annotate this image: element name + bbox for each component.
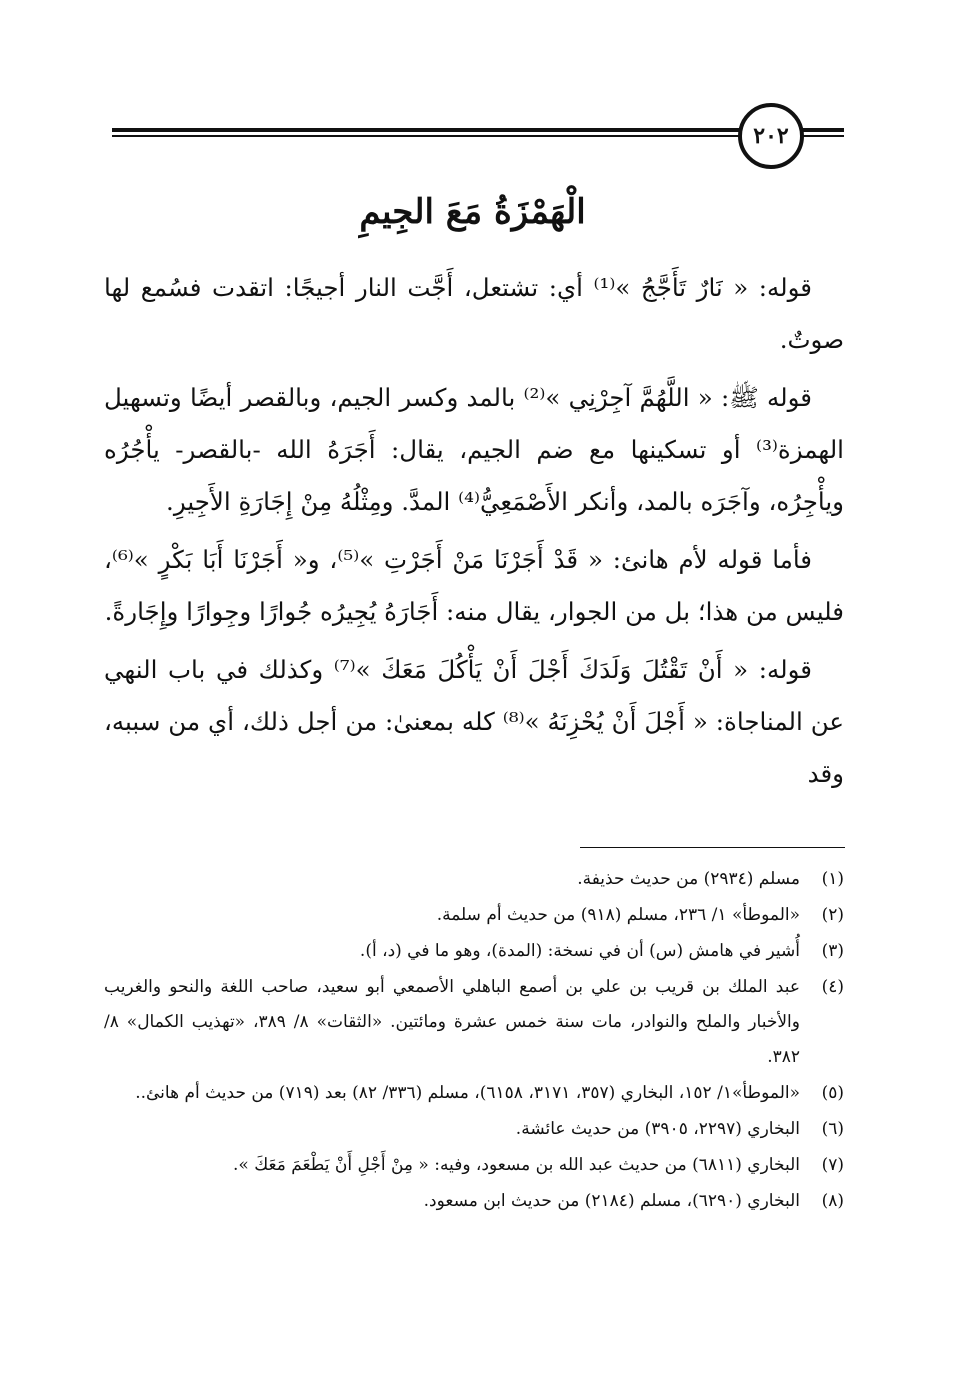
footnote-number: (٤) xyxy=(821,977,844,997)
footnote xyxy=(104,1112,844,1147)
footnote-text: «الموطأ» ١/ ٢٣٦، مسلم (٩١٨) من حديث أم سلمة. xyxy=(436,905,800,925)
footnote xyxy=(104,970,844,1075)
main-text xyxy=(104,262,844,806)
footnotes-list xyxy=(104,862,844,1220)
footnote xyxy=(104,1148,844,1183)
footnote-text: مسلم (٢٩٣٤) من حديث حذيفة. xyxy=(577,869,800,889)
footnote-number: (٧) xyxy=(821,1155,844,1175)
paragraph: قوله: « نَارٌ تَأَجَّجُ »⁽¹⁾ أي: تشتعل، أَجَّت النار أجيجًا: اتقدت فسُمع لها صوتٌ. xyxy=(104,273,844,354)
footnote-text: البخاري (٢٢٩٧، ٣٩٠٥) من حديث عائشة. xyxy=(515,1119,800,1139)
footnote xyxy=(104,1184,844,1219)
footnote-number: (٥) xyxy=(821,1083,844,1103)
footnote-text: «الموطأ»١/ ١٥٢، البخاري (٣٥٧، ٣١٧١، ٦١٥٨)، مسلم (٣٣٦/ ٨٢) بعد (٧١٩) من حديث أم هانئ.. xyxy=(135,1083,800,1103)
footnote-text: عبد الملك بن قريب بن علي بن أصمع الباهلي الأصمعي أبو سعيد، صاحب اللغة والنحو والغريب والأخبار والملح والنوادر، مات سنة خمس عشرة ومائتين. «الثقات» ٨/ ٣٨٩، «تهذيب الكمال» ٨/ ٣٨٢. xyxy=(104,977,800,1067)
paragraph: قوله: « أَنْ تَقْتُلَ وَلَدَكَ أَجْلَ أَنْ يَأْكُلَ مَعَكَ »⁽⁷⁾ وكذلك في باب النهي عن المناجاة: « أَجْلَ أَنْ يُحْزِنَهُ »⁽⁸⁾ كله بمعنىٰ: من أجل ذلك، أي من سببه، وقد xyxy=(104,655,844,788)
section-title: الْهَمْزَةُ مَعَ الجِيمِ xyxy=(359,192,586,232)
header-rule xyxy=(112,135,740,137)
header-rule xyxy=(800,135,844,137)
paragraph: قوله ﷺ: « اللَّهُمَّ آجِرْنِي »⁽²⁾ بالمد وكسر الجيم، وبالقصر أيضًا وتسهيل الهمزة⁽³⁾ أو تسكينها مع ضم الجيم، يقال: أَجَرَهُ الله -بالقصر- يأْجُرُه ويأْجِرُه، وآجَرَه بالمد، وأنكر الأَصْمَعِيُّ⁽⁴⁾ المدَّ. ومِثْلُهُ مِنْ إِجَارَةِ الأَجِيرِ. xyxy=(104,383,844,516)
footnote-number: (٨) xyxy=(821,1191,844,1211)
footnote-number: (١) xyxy=(821,869,844,889)
page-number: ٢٠٢ xyxy=(738,103,804,169)
paragraph: فأما قوله لأم هانئ: « قَدْ أَجَرْنَا مَنْ أَجَرْتِ »⁽⁵⁾، و« أَجَرْنَا أَبَا بَكْرٍ »⁽⁶⁾، فليس من هذا؛ بل من الجوار، يقال منه: أَجَارَهُ يُجِيرُه جُوارًا وجِوارًا وإِجَارةً. xyxy=(104,545,844,626)
footnote-text: أُشير في هامش (س) أن في نسخة: (المدة)، وهو ما في (د، أ). xyxy=(359,941,800,961)
footnote xyxy=(104,934,844,969)
footnote-number: (٣) xyxy=(821,941,844,961)
header-rule xyxy=(800,128,844,132)
footnote-text: البخاري (٦٢٩٠)، مسلم (٢١٨٤) من حديث ابن مسعود. xyxy=(423,1191,800,1211)
footnote-separator xyxy=(580,847,845,848)
footnote xyxy=(104,1076,844,1111)
footnote-number: (٢) xyxy=(821,905,844,925)
footnote xyxy=(104,898,844,933)
header-rule xyxy=(112,128,740,132)
footnote-text: البخاري (٦٨١١) من حديث عبد الله بن مسعود، وفيه: « مِنْ أَجْلِ أَنْ يَطْعَمَ مَعَكَ ». xyxy=(233,1155,800,1175)
footnote xyxy=(104,862,844,897)
page-header xyxy=(0,100,955,180)
footnote-number: (٦) xyxy=(821,1119,844,1139)
